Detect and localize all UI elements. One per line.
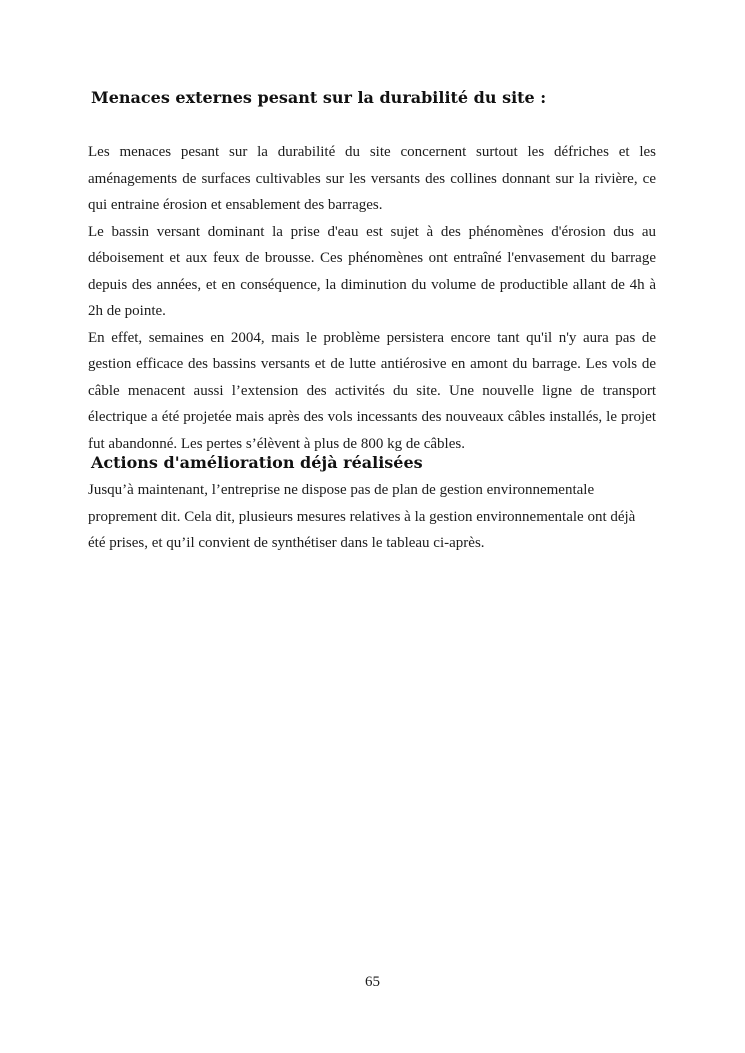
- text-line: gestion efficace des bassins versants et de lutte antiérosive en amont du barrage. Les vols de: [88, 356, 656, 372]
- text-line: été prises, et qu’il convient de synthétiser dans le tableau ci-après.: [88, 535, 485, 551]
- text-line: fut abandonné. Les pertes s’élèvent à plus de 800 kg de câbles.: [88, 435, 465, 452]
- page-content: [88, 87, 656, 557]
- text-line: aménagements de surfaces cultivables sur les versants des collines donnant sur la rivière, ce: [88, 170, 656, 187]
- paragraph-menaces: [88, 139, 656, 219]
- paragraph-gestion-environnementale: [88, 477, 656, 557]
- section-heading-menaces-externes: Menaces externes pesant sur la durabilité du site :: [91, 88, 547, 107]
- text-line: En effet, semaines en 2004, mais le problème persistera encore tant qu'il n'y aura pas de: [88, 329, 656, 346]
- text-line: électrique a été projetée mais après des vols incessants des nouveaux câbles installés, le projet: [88, 409, 656, 425]
- section-heading-actions-amelioration: Actions d'amélioration déjà réalisées: [91, 453, 423, 472]
- text-line: qui entraine érosion et ensablement des barrages.: [88, 197, 383, 213]
- text-line: Les menaces pesant sur la durabilité du site concernent surtout les défriches et les: [88, 144, 656, 160]
- paragraph-bassin-versant: [88, 219, 656, 325]
- text-line: 2h de pointe.: [88, 303, 166, 319]
- paragraph-vols-de-cable: [88, 325, 656, 458]
- text-line: proprement dit. Cela dit, plusieurs mesures relatives à la gestion environnementale ont déjà: [88, 508, 636, 525]
- text-line: câble menacent aussi l’extension des activités du site. Une nouvelle ligne de transport: [88, 382, 656, 399]
- text-line: déboisement et aux feux de brousse. Ces phénomènes ont entraîné l'envasement du barrage: [88, 250, 656, 266]
- text-line: Jusqu’à maintenant, l’entreprise ne dispose pas de plan de gestion environnementale: [88, 482, 595, 498]
- text-line: Le bassin versant dominant la prise d'eau est sujet à des phénomènes d'érosion dus au: [88, 223, 656, 240]
- page-number: 65: [365, 974, 380, 990]
- text-line: depuis des années, et en conséquence, la diminution du volume de productible allant de 4h à: [88, 276, 656, 293]
